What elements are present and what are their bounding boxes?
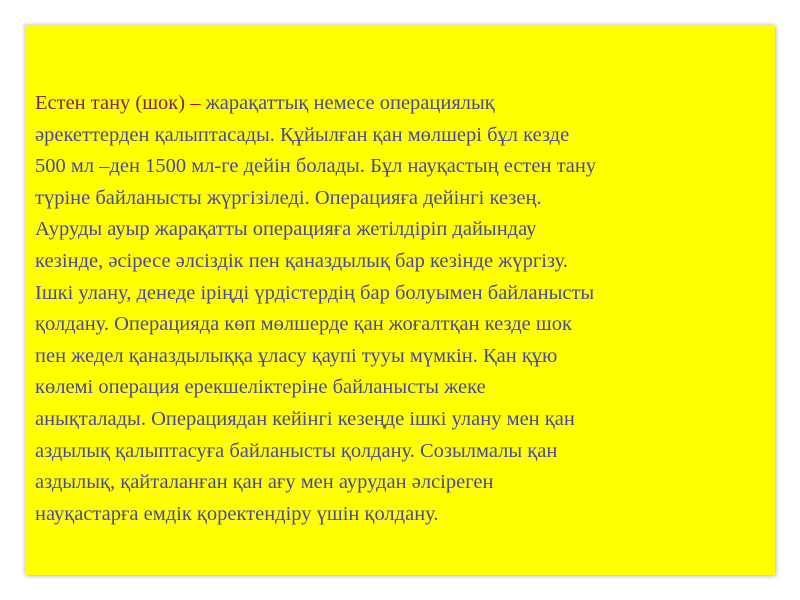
- text-line-10: көлемі операция ерекшеліктеріне байланысты жеке: [35, 376, 486, 399]
- term-heading: Естен тану (шок): [35, 92, 186, 114]
- text-line-1: [35, 88, 769, 120]
- text-line-14: науқастарға емдік қоректендіру үшін қолдану.: [35, 502, 439, 525]
- text-line-13: аздылық, қайталанған қан ағу мен аурудан әлсіреген: [35, 471, 494, 494]
- text-line-2: әрекеттерден қалыптасады. Құйылған қан мөлшері бұл кезде: [35, 123, 570, 146]
- term-dash: –: [185, 92, 206, 114]
- text-line-6: кезінде, әсіресе әлсіздік пен қаназдылық бар кезінде жүргізу.: [35, 249, 568, 272]
- text-line-7: Ішкі улану, денеде іріңді үрдістердің бар болуымен байланысты: [35, 281, 595, 304]
- text-line-5: Ауруды ауыр жарақатты операцияға жетілдіріп дайындау: [35, 218, 537, 241]
- text-line-8: қолдану. Операцияда көп мөлшерде қан жоғалтқан кезде шок: [35, 313, 572, 336]
- text-line-4: түріне байланысты жүргізіледі. Операцияға дейінгі кезең.: [35, 186, 542, 209]
- text-line-12: аздылық қалыптасуға байланысты қолдану. Созылмалы қан: [35, 439, 558, 462]
- text-line-11: анықталады. Операциядан кейінгі кезеңде ішкі улану мен қан: [35, 407, 575, 430]
- text-line-9: пен жедел қаназдылыққа ұласу қаупі тууы мүмкін. Қан құю: [35, 344, 558, 367]
- yellow-text-panel: [25, 25, 775, 575]
- text-line-1-rest: жарақаттық немесе операциялық: [205, 92, 495, 114]
- body-paragraph: [35, 88, 769, 530]
- text-line-3: 500 мл –ден 1500 мл-ге дейін болады. Бұл науқастың естен тану: [35, 155, 597, 178]
